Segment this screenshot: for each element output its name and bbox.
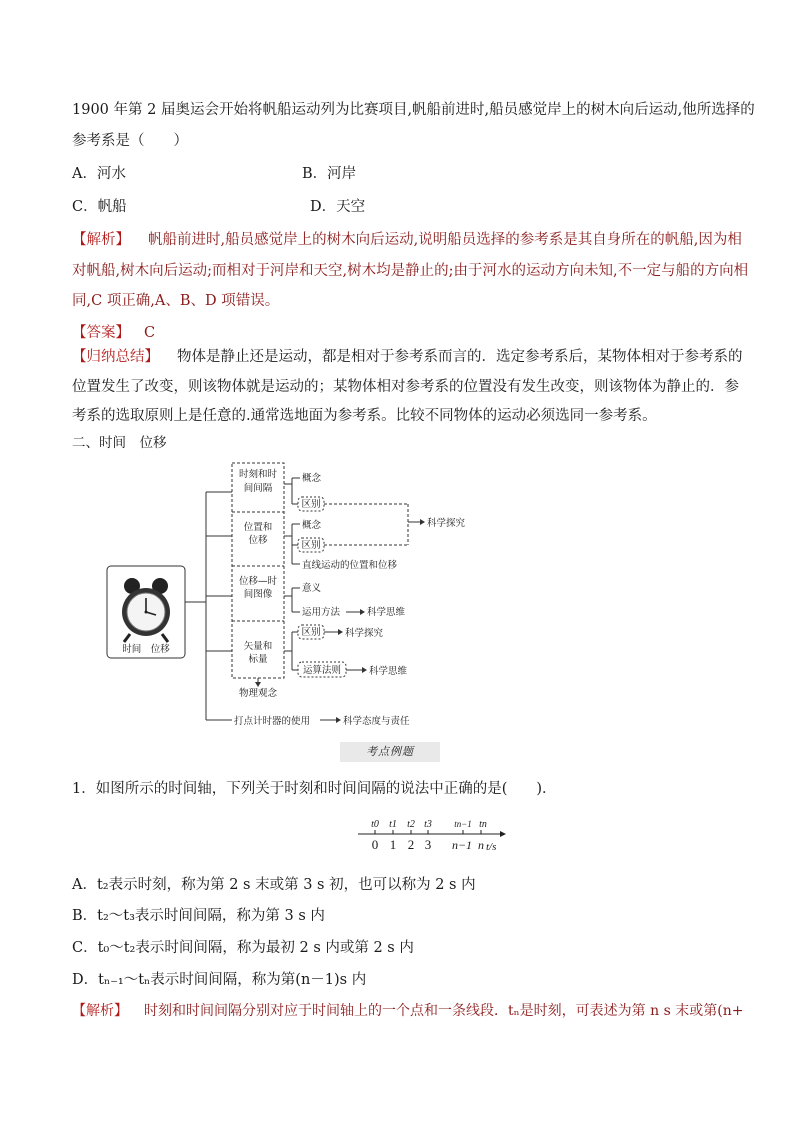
analysis-tag: 【解析】 (72, 232, 130, 248)
branch-vector-2: 标量 (248, 654, 268, 665)
branch-time-2: 间间隔 (243, 483, 273, 494)
axis-top-t1: t1 (389, 819, 397, 830)
example-badge: 考点例题 (340, 742, 440, 762)
q1-analysis-text: 时刻和时间间隔分别对应于时间轴上的一个点和一条线段．tₙ是时刻，可表述为第 n s 末或第(n+ (144, 1003, 744, 1019)
outcome-explore-1: 科学探究 (427, 518, 466, 529)
branch-vector-1: 矢量和 (243, 641, 273, 652)
q1-option-d: D．tₙ₋₁～tₙ表示时间间隔，称为第(n－1)s 内 (72, 972, 367, 988)
outcome-think-1: 科学思维 (367, 607, 406, 618)
q1-stem: 1．如图所示的时间轴，下列关于时刻和时间间隔的说法中正确的是( )． (72, 781, 557, 797)
leaf-linear-motion: 直线运动的位置和位移 (302, 560, 398, 571)
q0-summary-line3: 考系的选取原则上是任意的.通常选地面为参考系。比较不同物体的运动必须选同一参考系。 (72, 408, 657, 424)
branch-timer: 打点计时器的使用 (234, 716, 311, 727)
outcome-attitude: 科学态度与责任 (343, 716, 410, 727)
branch-time-1: 时刻和时 (238, 469, 278, 480)
leaf-diff-2: 区别 (301, 540, 321, 551)
analysis-text: 帆船前进时,船员感觉岸上的树木向后运动,说明船员选择的参考系是其自身所在的帆船,因为相 (148, 232, 742, 248)
outcome-think-2: 科学思维 (369, 666, 408, 677)
axis-unit: t/s (486, 841, 497, 853)
leaf-diff-1: 区别 (301, 499, 321, 510)
summary-tag: 【归纳总结】 (72, 349, 159, 365)
axis-top-tn-1: tn−1 (454, 819, 472, 829)
q0-stem-line1: 1900 年第 2 届奥运会开始将帆船运动列为比赛项目,帆船前进时,船员感觉岸上的树木向后运动,他所选择的 (72, 102, 755, 118)
leaf-rule: 运算法则 (302, 665, 342, 676)
q0-option-d: D．天空 (310, 199, 366, 215)
q0-stem-line2: 参考系是（ ） (72, 133, 188, 149)
axis-bottom-n-1: n−1 (451, 838, 473, 852)
q0-option-a: A．河水 (72, 166, 126, 182)
leaf-concept-1: 概念 (302, 473, 322, 484)
outcome-explore-2: 科学探究 (345, 628, 384, 639)
section-title: 二、时间 位移 (72, 435, 167, 451)
q0-analysis-line3: 同,C 项正确,A、B、D 项错误。 (72, 293, 280, 309)
axis-top-t2: t2 (407, 819, 415, 830)
leaf-meaning: 意义 (302, 583, 322, 594)
answer-value: C (144, 325, 156, 341)
axis-bottom-2: 2 (407, 837, 415, 852)
leaf-method: 运用方法 (302, 607, 341, 618)
branch-graph-2: 间图像 (243, 589, 273, 600)
axis-bottom-3: 3 (424, 837, 432, 852)
q1-analysis-line1 (72, 1000, 743, 1022)
axis-top-t0: t0 (371, 819, 379, 830)
branch-graph-1: 位移—时 (238, 576, 278, 587)
q1-analysis-tag: 【解析】 (72, 1003, 128, 1019)
q0-summary-line2: 位置发生了改变，则该物体就是运动的；某物体相对参考系的位置没有发生改变，则该物体为静止的．参 (72, 379, 739, 395)
summary-text: 物体是静止还是运动，都是相对于参考系而言的．选定参考系后，某物体相对于参考系的 (177, 349, 743, 365)
axis-top-t3: t3 (424, 819, 432, 830)
leaf-physics-concept: 物理观念 (238, 688, 278, 699)
leaf-diff-3: 区别 (301, 627, 321, 638)
leaf-concept-2: 概念 (302, 520, 322, 531)
branch-position-2: 位移 (248, 535, 268, 546)
q1-option-c: C．t₀～t₂表示时间间隔，称为最初 2 s 内或第 2 s 内 (72, 940, 414, 956)
axis-bottom-n: n (478, 838, 484, 852)
q1-option-a: A．t₂表示时刻，称为第 2 s 末或第 3 s 初，也可以称为 2 s 内 (72, 877, 476, 893)
q0-option-c: C．帆船 (72, 199, 127, 215)
branch-position-1: 位置和 (243, 522, 273, 533)
q1-option-b: B．t₂～t₃表示时间间隔，称为第 3 s 内 (72, 908, 325, 924)
q0-analysis-line2: 对帆船,树木向后运动;而相对于河岸和天空,树木均是静止的;由于河水的运动方向未知,不一定与船的方向相 (72, 263, 749, 279)
axis-top-tn: tn (479, 819, 487, 830)
q0-option-b: B．河岸 (302, 166, 357, 182)
mindmap-root-label: 时间 位移 (122, 644, 170, 655)
answer-tag: 【答案】 (72, 325, 130, 341)
axis-bottom-0: 0 (371, 837, 379, 852)
axis-bottom-1: 1 (389, 837, 397, 852)
